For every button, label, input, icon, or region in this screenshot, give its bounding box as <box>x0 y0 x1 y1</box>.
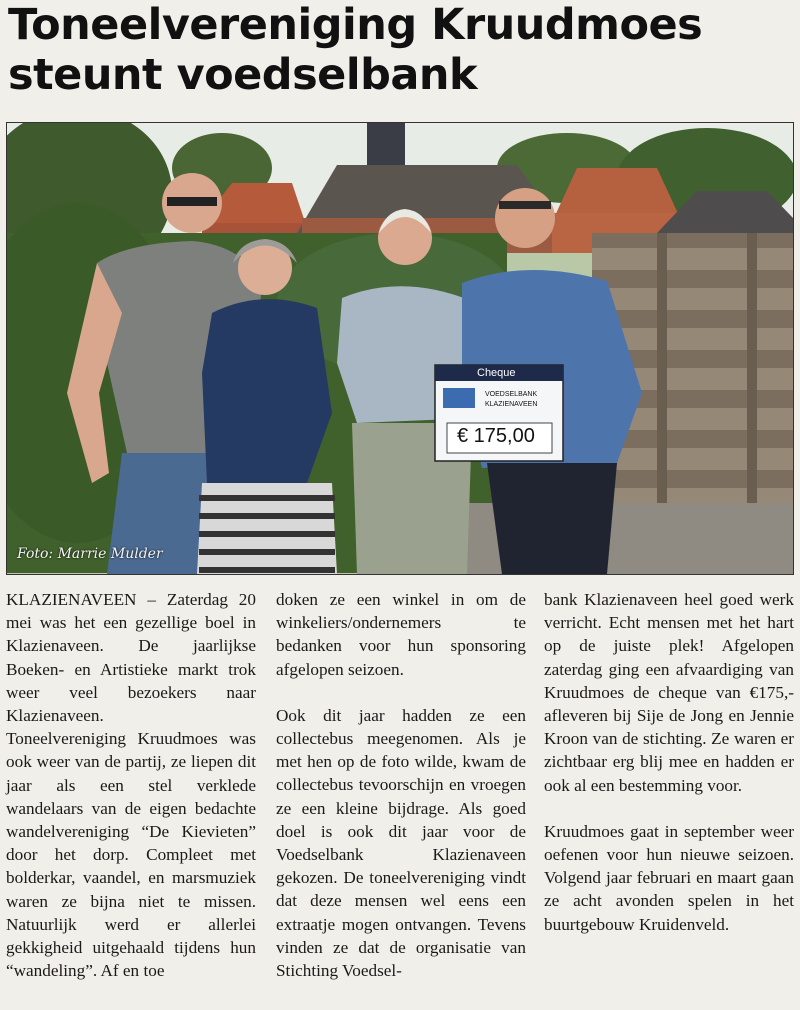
headline-line-2: steunt voedselbank <box>8 50 478 100</box>
article-column-1 <box>6 588 256 982</box>
cheque-recipient-line-1: VOEDSELBANK <box>485 391 538 398</box>
headline <box>8 0 798 100</box>
dateline: KLAZIENAVEEN <box>6 590 137 609</box>
news-photo <box>6 122 794 575</box>
article-paragraph: Kruudmoes gaat in september weer oefenen voor hun nieuwe seizoen. Volgend jaar februari en maart gaan ze acht avonden spelen in het buurtgebouw Kruidenveld. <box>544 821 794 934</box>
headline-line-1: Toneelvereniging Kruudmoes <box>8 0 703 50</box>
photo-illustration <box>7 123 793 574</box>
cheque-amount: € 175,00 <box>457 425 535 447</box>
cheque-header: Cheque <box>477 367 516 379</box>
article-body <box>6 588 794 1000</box>
article-paragraph: Ook dit jaar hadden ze een collectebus meegenomen. Als je met hen op de foto wilde, kwam de collectebus tevoorschijn en vroegen ze een kleine bijdrage. Als goed doel is ook dit jaar voor de Voedselbank Klazienaveen gekozen. De toneelvereniging vindt dat deze mensen wel eens een extraatje mogen ontvangen. Tevens vinden ze dat de organisatie van Stichting Voedsel- <box>276 705 526 981</box>
article-paragraph <box>6 588 256 727</box>
article-paragraph: doken ze een winkel in om de winkeliers/ondernemers te bedanken voor hun sponsoring afgelopen seizoen. <box>276 590 526 679</box>
article-paragraph: Toneelvereniging Kruudmoes was ook weer van de partij, ze liepen dit jaar als een stel verklede wandelaars van de eigen bedachte wandelvereniging “De Kievieten” door het dorp. Compleet met bolderkar, vaandel, en marsmuziek waren ze bijna niet te missen. Natuurlijk werd er allerlei gekkigheid uitgehaald tijdens hun “wandeling”. Af en toe <box>6 729 256 981</box>
cheque-recipient-line-2: KLAZIENAVEEN <box>485 401 538 408</box>
photo-credit: Foto: Marrie Mulder <box>17 546 163 562</box>
article-paragraph: bank Klazienaveen heel goed werk verricht. Echt mensen met het hart op de juiste plek! Afgelopen zaterdag ging een afvaardiging van Kruudmoes de cheque van €175,- afleveren bij Sije de Jong en Jennie Kroon van de stichting. Ze waren er zichtbaar erg blij mee en hadden er ook al een bestemming voor. <box>544 590 794 795</box>
article-column-2 <box>276 588 526 982</box>
article-column-3 <box>544 588 794 936</box>
paragraph-text: – Zaterdag 20 mei was het een gezellige boel in Klazienaveen. De jaarlijkse Boeken- en Artistieke markt trok weer veel bezoekers naar Klazienaveen. <box>6 590 256 726</box>
